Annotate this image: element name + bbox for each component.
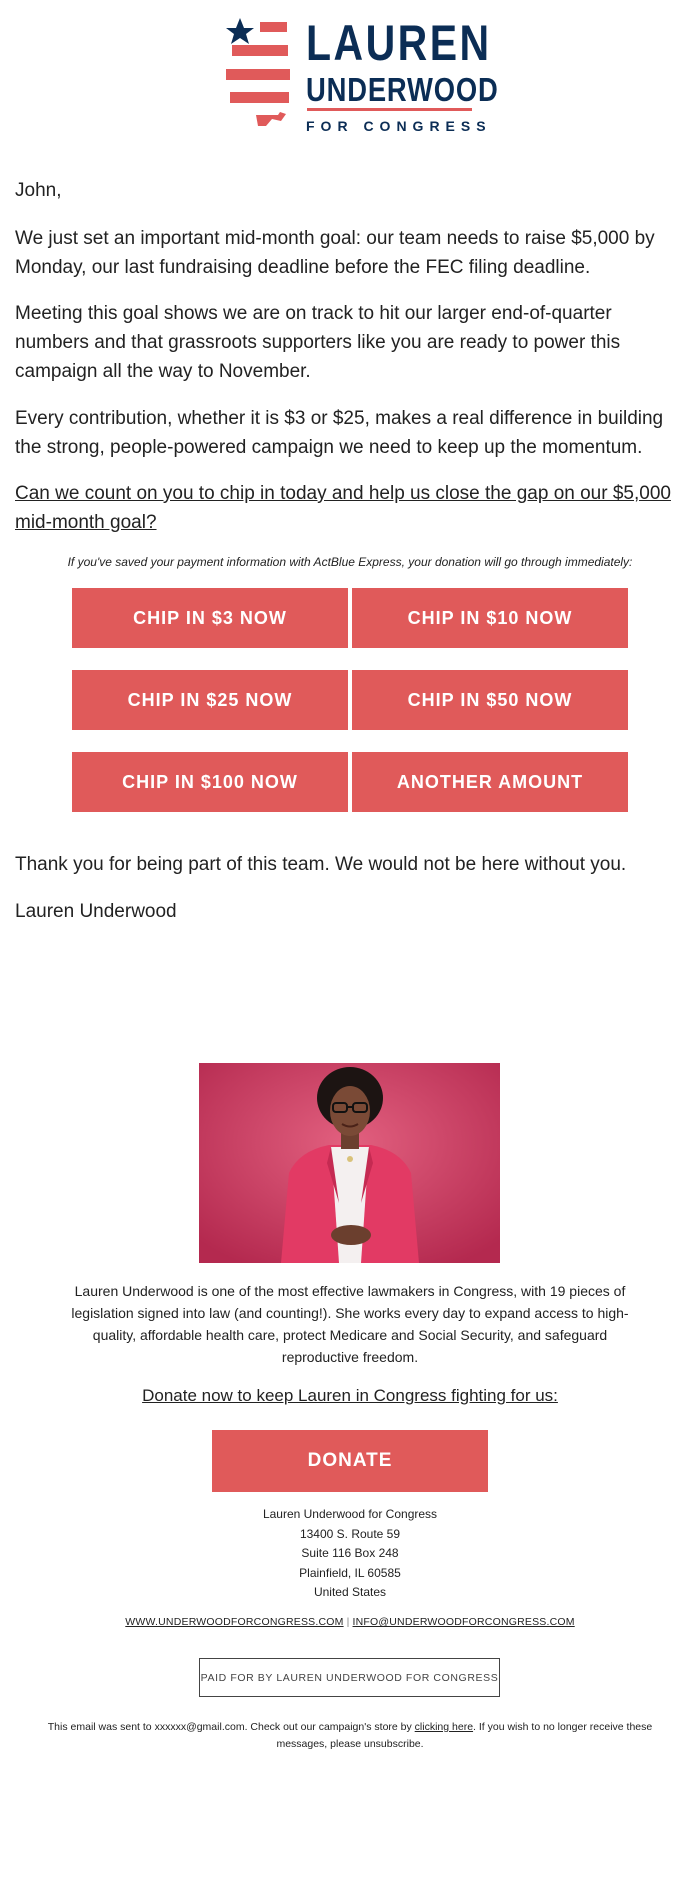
greeting: John, [15,180,62,201]
logo-text-underwood: UNDERWOOD [306,71,499,108]
candidate-bio: Lauren Underwood is one of the most effective lawmakers in Congress, with 19 pieces of legislation signed into law (and counting!). She works every day to expand access to high-quality, affordable health care, protect Medicare and Social Security, and safeguard reproductive freedom. [71,1283,629,1365]
chip-in-50-button[interactable]: CHIP IN $50 NOW [352,670,628,730]
donate-button[interactable]: DONATE [212,1430,488,1492]
campaign-logo[interactable] [226,15,499,136]
footer-text-end: . If you wish to no longer receive these messages, please unsubscribe. [276,1721,653,1750]
address-line: United States [313,1585,387,1599]
address-line: Suite 116 Box 248 [301,1546,399,1560]
footer-text [25,1719,675,1753]
another-amount-button[interactable]: ANOTHER AMOUNT [352,752,628,812]
footer-text-middle: . Check out our campaign's store by [244,1721,415,1733]
footer-text-start: This email was sent to [47,1721,155,1733]
cta-paragraph [15,479,685,537]
address-line: 13400 S. Route 59 [299,1526,401,1541]
paragraph-on-track: Meeting this goal shows we are on track to hit our larger end-of-quarter numbers and that grassroots supporters like you are ready to power this campaign all the way to November. [15,303,621,382]
email-link[interactable]: INFO@UNDERWOODFORCONGRESS.COM [352,1616,575,1628]
actblue-express-note: If you've saved your payment information with ActBlue Express, your donation will go through immediately: [67,555,633,569]
website-link[interactable]: WWW.UNDERWOODFORCONGRESS.COM [125,1616,344,1628]
donate-prompt [0,1386,700,1406]
paragraph-every-contribution: Every contribution, whether it is $3 or $25, makes a real difference in building the strong, people-powered campaign we need to keep up the momentum. [15,408,664,458]
mailing-address [0,1505,700,1603]
donate-prompt-link[interactable]: Donate now to keep Lauren in Congress fighting for us: [142,1386,558,1405]
chip-in-10-button[interactable]: CHIP IN $10 NOW [352,588,628,648]
flag-map-icon [226,18,291,136]
footer-links [0,1616,700,1628]
address-line: Lauren Underwood for Congress [262,1507,438,1521]
link-separator: | [346,1616,350,1628]
chip-in-100-button[interactable]: CHIP IN $100 NOW [72,752,348,812]
chip-in-3-button[interactable]: CHIP IN $3 NOW [72,588,348,648]
cta-link[interactable]: Can we count on you to chip in today and help us close the gap on our $5,000 mid-month goal? [15,483,671,533]
paid-for-disclaimer: PAID FOR BY LAUREN UNDERWOOD FOR CONGRESS [199,1658,500,1697]
logo-divider [307,108,472,111]
candidate-photo [199,1063,500,1263]
chip-in-25-button[interactable]: CHIP IN $25 NOW [72,670,348,730]
thank-you-paragraph: Thank you for being part of this team. We would not be here without you. [15,854,627,875]
signature: Lauren Underwood [15,901,177,922]
store-link[interactable]: clicking here [414,1721,474,1733]
logo-text-lauren: LAUREN [306,15,492,71]
paragraph-goal: We just set an important mid-month goal: our team needs to raise $5,000 by Monday, our last fundraising deadline before the FEC filing deadline. [15,228,655,278]
logo-text-for-congress: FOR CONGRESS [306,118,492,134]
address-line: Plainfield, IL 60585 [299,1565,401,1580]
recipient-email: xxxxxx@gmail.com [154,1721,245,1733]
